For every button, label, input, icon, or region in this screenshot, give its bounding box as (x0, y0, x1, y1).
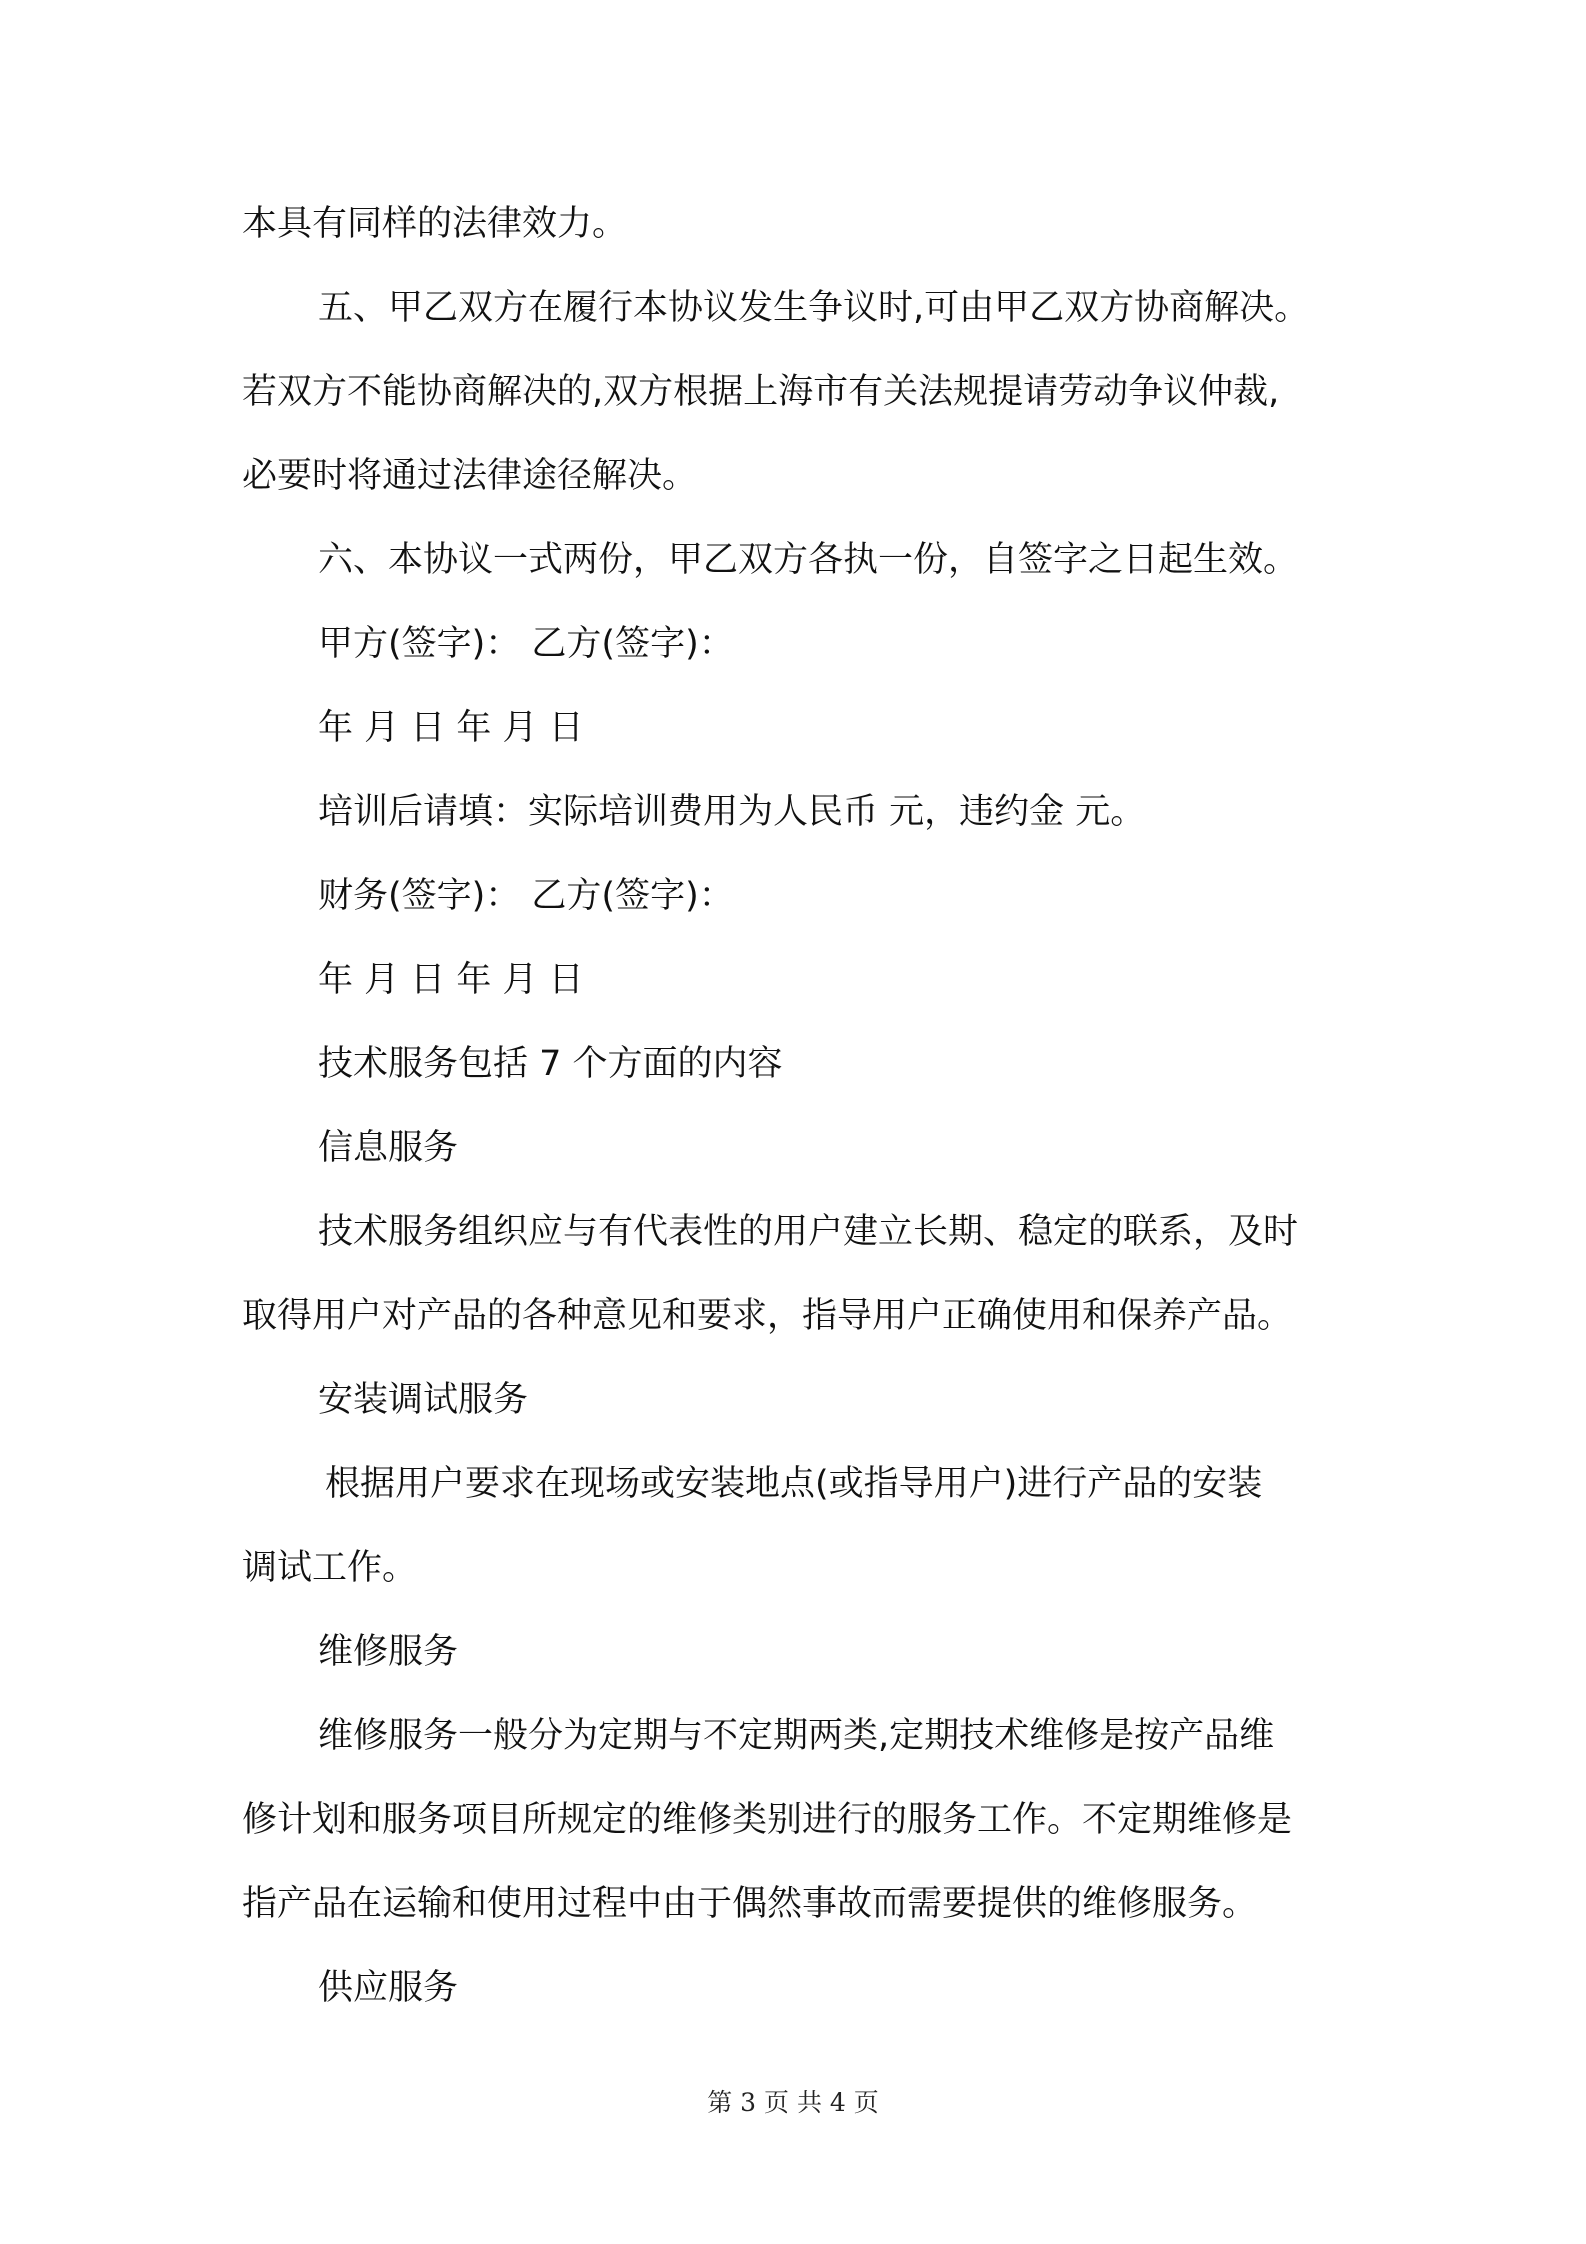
text-line: 本具有同样的法律效力。 (242, 204, 628, 244)
subsection-heading-supply-service: 供应服务 (318, 1968, 459, 2008)
page-footer: 第 3 页 共 4 页 (707, 2088, 879, 2117)
text-line: 调试工作。 (242, 1548, 418, 1588)
text-line: 根据用户要求在现场或安装地点(或指导用户)进行产品的安装 (325, 1464, 1263, 1504)
subsection-heading-info-service: 信息服务 (318, 1128, 459, 1168)
signature-line-party-a-b: 甲方(签字)： 乙方(签字)： (318, 624, 734, 664)
subsection-heading-install-service: 安装调试服务 (318, 1380, 529, 1420)
date-line: 年 月 日 年 月 日 (318, 708, 584, 748)
training-fee-line: 培训后请填：实际培训费用为人民币 元，违约金 元。 (318, 792, 1146, 832)
signature-line-finance-b: 财务(签字)： 乙方(签字)： (318, 876, 734, 916)
text-line: 取得用户对产品的各种意见和要求，指导用户正确使用和保养产品。 (242, 1296, 1293, 1336)
date-line: 年 月 日 年 月 日 (318, 960, 584, 1000)
text-line: 修计划和服务项目所规定的维修类别进行的服务工作。不定期维修是 (242, 1800, 1293, 1840)
subsection-heading-repair-service: 维修服务 (318, 1632, 459, 1672)
text-line: 维修服务一般分为定期与不定期两类,定期技术维修是按产品维 (318, 1716, 1275, 1756)
clause-six: 六、本协议一式两份，甲乙双方各执一份，自签字之日起生效。 (318, 540, 1299, 580)
section-heading: 技术服务包括 7 个方面的内容 (318, 1044, 783, 1084)
clause-five: 五、甲乙双方在履行本协议发生争议时,可由甲乙双方协商解决。 (318, 288, 1310, 328)
text-line: 必要时将通过法律途径解决。 (242, 456, 698, 496)
text-line: 指产品在运输和使用过程中由于偶然事故而需要提供的维修服务。 (242, 1884, 1258, 1924)
text-line: 若双方不能协商解决的,双方根据上海市有关法规提请劳动争议仲裁, (242, 372, 1280, 412)
text-line: 技术服务组织应与有代表性的用户建立长期、稳定的联系，及时 (318, 1212, 1299, 1252)
